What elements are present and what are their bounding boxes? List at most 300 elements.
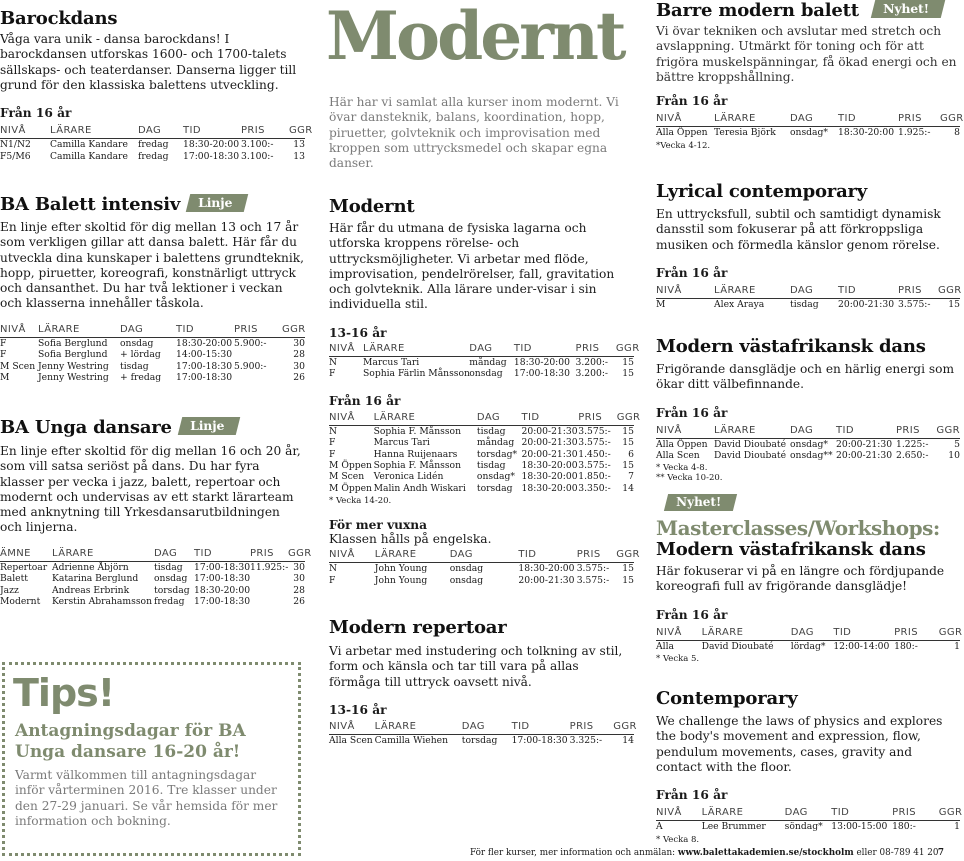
- column-header: PRIS: [898, 285, 938, 299]
- table-cell: F5/M6: [0, 150, 31, 162]
- column-header: DAG: [120, 324, 176, 338]
- column-header: PRIS: [578, 412, 617, 426]
- table-row: [0, 561, 305, 573]
- column-header: TID: [514, 343, 576, 357]
- table-cell: 20:00-21:30: [518, 574, 575, 586]
- column-header: GGR: [288, 548, 305, 562]
- table-cell: F: [0, 337, 7, 349]
- tips-heading: Antagningsdagar för BA Unga dansare 16-20 år!: [15, 721, 246, 762]
- tips-title: Tips!: [13, 671, 115, 715]
- table-cell: 1.225:-: [896, 438, 929, 450]
- ba-unga-section: [0, 417, 312, 608]
- table-cell: 30: [293, 561, 305, 573]
- table-cell: torsdag: [154, 584, 190, 596]
- table-cell: 15: [622, 437, 634, 449]
- ba-balett-title: BA Balett intensiv Linje: [0, 194, 305, 215]
- lyrical-age: Från 16 år: [656, 265, 728, 280]
- table-cell: Alla Scen: [656, 450, 700, 462]
- table-cell: Alex Araya: [714, 299, 765, 311]
- table-cell: Teresia Björk: [714, 127, 776, 139]
- column-header: LÄRARE: [702, 807, 785, 821]
- column-header: DAG: [790, 285, 838, 299]
- table-row: [329, 483, 634, 494]
- table-cell: Jenny Westring: [38, 360, 109, 372]
- table-cell: 17:00-18:30: [176, 360, 233, 372]
- column-header: LÄRARE: [363, 343, 469, 357]
- column-header: PRIS: [894, 627, 939, 641]
- column-header: TID: [838, 285, 898, 299]
- table-cell: Sophia F. Månsson: [373, 459, 462, 471]
- table-cell: Andreas Erbrink: [52, 584, 130, 596]
- table-cell: 20:00-21:30: [521, 448, 578, 460]
- vuxna-section: [329, 518, 640, 586]
- column-header: TID: [833, 627, 894, 641]
- table-cell: 3.575:-: [578, 459, 611, 471]
- table-cell: [250, 573, 288, 584]
- ba-balett-section: [0, 194, 305, 383]
- table-cell: Sofia Berglund: [38, 337, 108, 349]
- column-header: TID: [836, 425, 896, 439]
- barockdans-title: Barockdans: [0, 8, 118, 29]
- table-cell: Jenny Westring: [38, 372, 109, 384]
- table-cell: Sofia Berglund: [38, 349, 108, 361]
- table-cell: 14: [622, 482, 634, 494]
- column-header: NIVÅ: [656, 807, 702, 821]
- modernt-intro: Här har vi samlat alla kurser inom modernt. Vi övar dansteknik, balans, koordination, hopp, piruetter, golvteknik och improvisation med kroppen som uttrycksmedel och skapar egna danser.: [329, 95, 619, 171]
- table-cell: 20:00-21:30: [838, 299, 895, 311]
- table-header-row: [656, 627, 960, 641]
- ba-unga-schedule: [0, 547, 312, 608]
- ba-balett-text: En linje efter skoltid för dig mellan 13 och 17 år som verkligen gillar att dansa balett. Här får du utveckla dina kunskaper i balettens grundteknik, hopp, piruetter, koreografi, konstnärligt uttryck och dansanthet. Du har två lektioner i veckan och klasserna innehåller tåskola.: [0, 220, 305, 311]
- table-header-row: [329, 549, 634, 563]
- table-cell: F: [329, 368, 336, 380]
- linje-tag: Linje: [178, 417, 241, 435]
- barockdans-age: Från 16 år: [0, 106, 72, 121]
- table-row: [329, 563, 634, 575]
- table-row: [656, 298, 960, 310]
- ba-unga-title: BA Unga dansare Linje: [0, 417, 305, 438]
- table-row: [0, 337, 305, 349]
- table-cell: onsdag**: [790, 450, 833, 462]
- table-row: [0, 372, 305, 383]
- table-cell: 17:00-18:30: [511, 735, 568, 747]
- table-cell: 18:30-20:00: [521, 459, 578, 471]
- table-cell: tisdag: [120, 360, 149, 372]
- table-cell: N: [329, 356, 338, 368]
- column-header: TID: [176, 324, 234, 338]
- vastafrikansk-age: Från 16 år: [656, 405, 728, 420]
- column-header: DAG: [790, 425, 836, 439]
- lyrical-text: En uttrycksfull, subtil och samtidigt dynamisk dansstil som fokuserar på att förkroppsliga musiken och förmedla känslor genom rörelse.: [656, 207, 941, 252]
- modernt-note: * Vecka 14-20.: [329, 495, 392, 506]
- table-cell: 1.450:-: [578, 448, 611, 460]
- table-cell: måndag: [476, 437, 515, 449]
- table-cell: 1: [954, 821, 960, 833]
- column-header: DAG: [791, 627, 834, 641]
- column-header: DAG: [138, 125, 183, 139]
- repertoar-age: 13-16 år: [329, 702, 387, 717]
- table-cell: 5: [954, 438, 960, 450]
- table-cell: + fredag: [120, 372, 162, 384]
- column-header: GGR: [282, 324, 305, 338]
- table-cell: + lördag: [120, 349, 161, 361]
- modernt-section: [329, 196, 641, 506]
- table-cell: 18:30-20:00: [194, 584, 251, 596]
- table-cell: torsdag: [476, 482, 513, 494]
- table-row: [329, 575, 634, 586]
- table-cell: John Young: [374, 574, 428, 586]
- tips-text: Varmt välkommen till antagningsdagar inför vårterminen 2016. Tre klasser under den 27-29 januari. Se vår hemsida för mer information och bokning.: [15, 768, 278, 828]
- table-cell: 180:-: [892, 821, 916, 833]
- footer-tail: eller 08-789 41 20: [853, 848, 939, 858]
- column-header: PRIS: [250, 548, 288, 562]
- vastafrikansk-section: [656, 336, 960, 483]
- column-header: TID: [838, 113, 898, 127]
- table-cell: N: [329, 425, 338, 437]
- column-header: LÄRARE: [375, 721, 462, 735]
- table-cell: 18:30-20:00: [838, 127, 895, 139]
- column-header: DAG: [477, 412, 522, 426]
- table-row: [329, 734, 634, 746]
- table-cell: Sophia F. Månsson: [373, 425, 462, 437]
- table-cell: M Öppen: [329, 459, 372, 471]
- table-cell: M: [656, 299, 666, 311]
- table-cell: 17:00-18:30: [194, 596, 251, 608]
- table-cell: Marcus Tari: [363, 356, 420, 368]
- column-header: TID: [518, 549, 576, 563]
- footer-text: För fler kurser, mer information och anmälan:: [470, 848, 678, 858]
- barre-note: *Vecka 4-12.: [656, 140, 711, 151]
- table-cell: Marcus Tari: [373, 437, 430, 449]
- table-header-row: [0, 548, 305, 562]
- table-cell: Jazz: [0, 584, 19, 596]
- table-cell: tisdag: [154, 561, 183, 573]
- table-cell: torsdag: [461, 735, 498, 747]
- table-cell: Veronica Lidén: [373, 471, 444, 483]
- column-header: TID: [512, 721, 570, 735]
- table-cell: John Young: [374, 563, 428, 575]
- table-cell: tisdag: [476, 459, 506, 471]
- table-cell: onsdag: [120, 337, 154, 349]
- table-cell: tisdag: [790, 299, 819, 311]
- table-header-row: [0, 125, 305, 139]
- table-cell: Modernt: [0, 596, 41, 608]
- footer: [470, 848, 950, 858]
- masterclass-note: * Vecka 5.: [656, 653, 700, 664]
- table-cell: 3.100:-: [241, 139, 274, 151]
- table-cell: 30: [293, 360, 305, 372]
- table-cell: 10: [948, 450, 960, 462]
- column-header: GGR: [613, 721, 634, 735]
- table-cell: 15: [948, 299, 960, 311]
- column-header: TID: [183, 125, 241, 139]
- column-header: NIVÅ: [656, 425, 714, 439]
- table-cell: [250, 596, 288, 607]
- column-header: GGR: [940, 113, 960, 127]
- table-cell: 28: [293, 584, 305, 596]
- contemporary-title: Contemporary: [656, 688, 798, 709]
- table-cell: onsdag*: [476, 471, 515, 483]
- table-cell: Camilla Kandare: [50, 139, 128, 151]
- table-cell: måndag: [469, 356, 507, 368]
- vuxna-sub: Klassen hålls på engelska.: [329, 532, 492, 546]
- table-cell: fredag: [138, 139, 169, 151]
- table-cell: 3.200:-: [575, 356, 609, 368]
- table-cell: 20:00-21:30: [521, 425, 578, 437]
- modernt-schedule-1: [329, 342, 640, 380]
- column-header: PRIS: [576, 343, 616, 357]
- column-header: TID: [194, 548, 250, 562]
- column-header: NIVÅ: [656, 113, 714, 127]
- table-cell: 28: [293, 349, 305, 361]
- table-cell: 26: [293, 372, 305, 384]
- table-cell: 3.575:-: [576, 563, 610, 575]
- table-cell: fredag: [138, 150, 169, 162]
- table-cell: Malin Andh Wiskari: [373, 482, 466, 494]
- contemporary-age: Från 16 år: [656, 788, 728, 803]
- table-cell: 15: [622, 563, 634, 575]
- ba-balett-schedule: [0, 324, 305, 384]
- column-header: GGR: [289, 125, 305, 139]
- table-cell: 7: [628, 471, 634, 483]
- table-row: [0, 139, 305, 151]
- repertoar-schedule: [329, 720, 637, 747]
- table-cell: onsdag: [469, 368, 503, 380]
- column-header: GGR: [936, 425, 960, 439]
- table-cell: F: [329, 448, 336, 460]
- table-cell: Repertoar: [0, 561, 48, 573]
- table-cell: lördag*: [790, 640, 826, 652]
- column-header: NIVÅ: [329, 412, 374, 426]
- table-cell: 5.900:-: [234, 337, 267, 349]
- column-header: NIVÅ: [329, 721, 375, 735]
- barre-schedule: [656, 113, 964, 139]
- table-cell: 18:30-20:00: [518, 563, 575, 575]
- column-header: LÄRARE: [714, 113, 790, 127]
- column-header: LÄRARE: [374, 412, 477, 426]
- table-cell: 3.200:-: [575, 368, 609, 380]
- modernt-age2: Från 16 år: [329, 393, 401, 408]
- table-cell: M: [0, 372, 10, 384]
- table-row: [0, 573, 305, 584]
- masterclass-section: [656, 494, 963, 664]
- column-header: DAG: [790, 113, 838, 127]
- table-header-row: [329, 343, 634, 357]
- table-cell: F: [0, 349, 7, 361]
- column-header: GGR: [616, 549, 634, 563]
- vastafrikansk-note1: * Vecka 4-8.: [656, 463, 708, 474]
- column-header: LÄRARE: [50, 125, 138, 139]
- table-cell: 1: [954, 640, 960, 652]
- table-cell: 17:00-18:30: [513, 368, 570, 380]
- repertoar-title: Modern repertoar: [329, 617, 507, 638]
- table-cell: 18:30-20:00: [521, 482, 578, 494]
- barockdans-text: Våga vara unik - dansa barockdans! I barockdansen utforskas 1600- och 1700-talets sällskaps- och teaterdanser. Danserna ligger till grund för den klassiska balettens utveckling.: [0, 32, 297, 92]
- column-header: NIVÅ: [656, 285, 714, 299]
- table-cell: 3.350:-: [578, 482, 611, 494]
- table-header-row: [0, 324, 305, 338]
- table-cell: 12:00-14:00: [833, 640, 890, 652]
- vuxna-schedule: [329, 549, 640, 586]
- table-cell: [250, 585, 288, 596]
- table-row: [329, 460, 634, 471]
- table-row: [329, 356, 634, 368]
- table-row: [656, 450, 960, 461]
- masterclass-age: Från 16 år: [656, 607, 728, 622]
- table-cell: M Scen: [329, 471, 365, 483]
- table-cell: Adrienne Åbjörn: [52, 561, 129, 573]
- column-header: NIVÅ: [329, 343, 363, 357]
- lyrical-section: [656, 181, 960, 310]
- table-cell: Alla Öppen: [656, 127, 708, 139]
- column-header: DAG: [462, 721, 512, 735]
- table-row: [329, 425, 634, 437]
- table-row: [0, 361, 305, 372]
- linje-tag: Linje: [186, 194, 249, 212]
- column-header: NIVÅ: [329, 549, 375, 563]
- contemporary-section: [656, 688, 963, 845]
- column-header: GGR: [939, 627, 960, 641]
- column-header: DAG: [469, 343, 514, 357]
- column-header: DAG: [785, 807, 832, 821]
- table-cell: 180:-: [894, 640, 918, 652]
- table-cell: A: [656, 821, 663, 833]
- table-cell: 14:00-15:30: [176, 349, 233, 361]
- column-header: PRIS: [241, 125, 289, 139]
- table-cell: Balett: [0, 573, 28, 585]
- table-cell: 20:00-21:30: [836, 450, 893, 462]
- table-header-row: [329, 412, 634, 426]
- vastafrikansk-title: Modern västafrikansk dans: [656, 336, 926, 357]
- table-cell: David Dioubaté: [714, 438, 787, 450]
- table-cell: M Öppen: [329, 482, 372, 494]
- ba-unga-text: En linje efter skoltid för dig mellan 16 och 20 år, som vill satsa seriöst på dans. Du har fyra klasser per vecka i jazz, balett, repertoar och modernt och undervisas av ett starkt lärarteam med anknytning till Yrkesdansarutbildningen och linjerna.: [0, 444, 301, 535]
- repertoar-section: [329, 617, 637, 747]
- table-cell: 18:30-20:00: [513, 356, 570, 368]
- table-cell: Camilla Kandare: [50, 150, 128, 162]
- table-cell: 15: [622, 368, 634, 380]
- masterclass-text: Här fokuserar vi på en längre och fördjupande koreografi full av frigörande dansglädje!: [656, 564, 945, 594]
- table-row: [656, 438, 960, 450]
- column-header: TID: [522, 412, 579, 426]
- column-header: LÄRARE: [38, 324, 120, 338]
- modernt-big-title: Modernt: [326, 0, 624, 75]
- table-cell: 15: [622, 356, 634, 368]
- table-header-row: [329, 721, 634, 735]
- column-header: NIVÅ: [0, 125, 50, 139]
- table-cell: 5.900:-: [234, 360, 267, 372]
- table-cell: onsdag*: [790, 127, 828, 139]
- column-header: PRIS: [892, 807, 939, 821]
- column-header: DAG: [154, 548, 194, 562]
- table-cell: 20:00-21:30: [521, 437, 578, 449]
- table-cell: 30: [293, 573, 305, 585]
- column-header: LÄRARE: [702, 627, 791, 641]
- column-header: NIVÅ: [656, 627, 702, 641]
- page-number: 7: [937, 848, 944, 858]
- table-cell: Alla Scen: [329, 735, 373, 747]
- table-cell: [234, 349, 282, 360]
- table-row: [0, 349, 305, 360]
- column-header: GGR: [617, 412, 634, 426]
- vuxna-title: För mer vuxna: [329, 518, 428, 532]
- barre-text: Vi övar tekniken och avslutar med stretch och avslappning. Utmärkt för toning och för att frigöra muskelspänningar, få ökad energi och en bättre kroppshållning.: [656, 24, 957, 84]
- table-cell: Katarina Berglund: [52, 573, 139, 585]
- table-cell: M Scen: [0, 360, 36, 372]
- column-header: GGR: [938, 285, 960, 299]
- table-cell: 3.575:-: [578, 425, 611, 437]
- table-cell: 3.575:-: [576, 574, 610, 586]
- masterclass-title: Masterclasses/Workshops:: [656, 516, 940, 540]
- table-cell: 13: [293, 139, 305, 151]
- table-row: [329, 368, 634, 379]
- table-cell: Sophia Färlin Månsson: [363, 368, 470, 380]
- table-cell: 17:00-18:30: [183, 150, 240, 162]
- table-cell: 3.575:-: [898, 299, 931, 311]
- column-header: PRIS: [898, 113, 940, 127]
- table-cell: tisdag: [476, 425, 506, 437]
- vastafrikansk-note2: ** Vecka 10-20.: [656, 473, 723, 484]
- table-header-row: [656, 807, 960, 821]
- table-cell: 17:00-18:30: [176, 372, 233, 384]
- table-cell: 30: [293, 337, 305, 349]
- table-cell: 15: [622, 425, 634, 437]
- nyhet-badge: Nyhet!: [664, 494, 737, 511]
- table-cell: onsdag*: [790, 438, 828, 450]
- table-cell: 3.575:-: [578, 437, 611, 449]
- table-cell: [234, 372, 282, 383]
- contemporary-note: * Vecka 8.: [656, 834, 700, 845]
- barockdans-section: [0, 8, 313, 162]
- column-header: LÄRARE: [375, 549, 450, 563]
- table-cell: 18:30-20:00: [176, 337, 233, 349]
- table-cell: 8: [954, 127, 960, 139]
- table-cell: Alla: [656, 640, 674, 652]
- barre-section: [656, 0, 964, 151]
- table-row: [656, 127, 960, 139]
- footer-link[interactable]: www.balettakademien.se/stockholm: [677, 848, 854, 858]
- column-header: LÄRARE: [714, 425, 790, 439]
- table-row: [0, 151, 305, 162]
- modernt-schedule-2: [329, 411, 641, 494]
- table-row: [329, 437, 634, 448]
- table-cell: David Dioubaté: [701, 640, 774, 652]
- modernt-age1: 13-16 år: [329, 325, 387, 340]
- barockdans-schedule: [0, 125, 313, 162]
- column-header: DAG: [450, 549, 519, 563]
- column-header: PRIS: [234, 324, 282, 338]
- table-header-row: [656, 425, 960, 439]
- repertoar-text: Vi arbetar med instudering och tolkning av stil, form och känsla och tar till vara på allas förmåga till uttryck oavsett nivå.: [329, 644, 623, 689]
- column-header: PRIS: [896, 425, 936, 439]
- table-cell: 13:00-15:00: [831, 821, 888, 833]
- table-row: [329, 448, 634, 459]
- table-cell: 13: [293, 150, 305, 162]
- table-cell: 17:00-18:30: [194, 573, 251, 585]
- column-header: TID: [831, 807, 892, 821]
- column-header: LÄRARE: [52, 548, 154, 562]
- table-cell: Alla Öppen: [656, 438, 708, 450]
- table-cell: F: [329, 437, 336, 449]
- column-header: PRIS: [570, 721, 614, 735]
- masterclass-schedule: [656, 626, 963, 652]
- table-cell: söndag*: [784, 821, 823, 833]
- column-header: PRIS: [577, 549, 617, 563]
- lyrical-schedule: [656, 285, 960, 310]
- masterclass-subtitle: Modern västafrikansk dans: [656, 539, 926, 560]
- contemporary-schedule: [656, 807, 963, 833]
- nyhet-badge: Nyhet!: [871, 0, 945, 18]
